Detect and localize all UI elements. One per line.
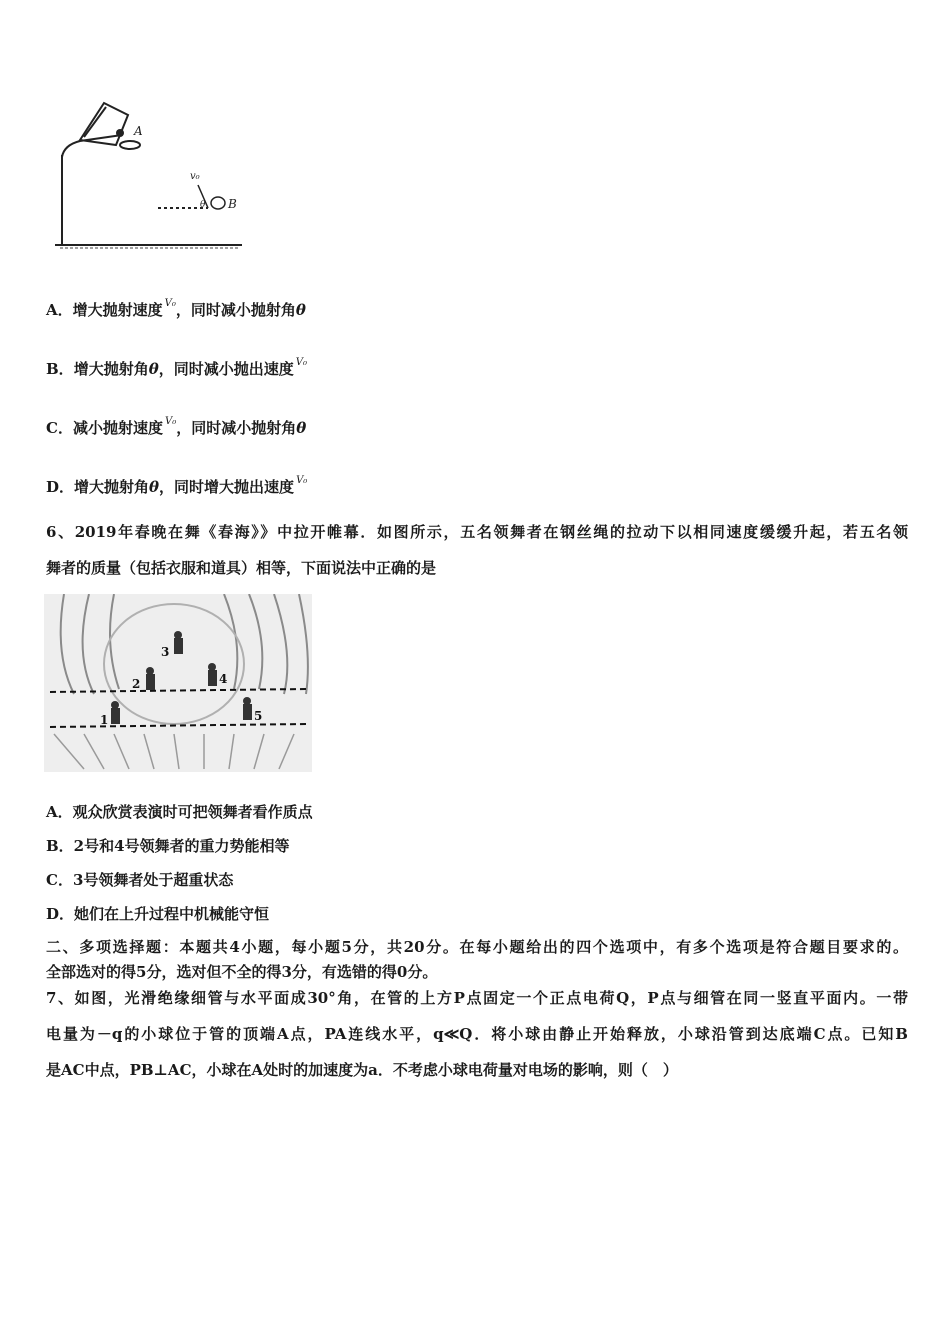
label-theta: θ (200, 200, 206, 210)
dancers-figure (44, 594, 312, 772)
ball-a (116, 129, 124, 137)
q6-option-c: C．3号领舞者处于超重状态 (46, 871, 234, 889)
q6-option-b: B．2号和4号领舞者的重力势能相等 (46, 837, 290, 855)
q5-option-b: B．增大抛射角θ，同时减小抛出速度 $^{V_0}$ (46, 357, 307, 378)
dancer-label-4: 4 (219, 672, 228, 686)
q5-option-a: A．增大抛射速度 $^{V_0}$，同时减小抛射角θ (46, 298, 306, 319)
label-v0: v₀ (190, 171, 200, 182)
dancer-label-5: 5 (254, 709, 263, 723)
q6-option-a: A．观众欣赏表演时可把领舞者看作质点 (46, 803, 313, 821)
section2-heading: 二、多项选择题：本题共4小题，每小题5分，共20分。在每小题给出的四个选项中，有多个选项是符合题目要求的。 全部选对的得5分，选对但不全的得3分，有选错的得0分。 (46, 938, 908, 981)
dancer-label-1: 1 (100, 713, 109, 727)
dancer-label-3: 3 (161, 645, 170, 659)
basketball-figure (50, 95, 250, 255)
q5-option-c: C．减小抛射速度 $^{V_0}$，同时减小抛射角θ (46, 416, 307, 437)
label-a: A (134, 124, 143, 138)
label-b: B (228, 197, 237, 211)
q6-stem: 6、2019年春晚在舞《春海》》中拉开帷幕．如图所示，五名领舞者在钢丝绳的拉动下以相同速度缓缓升起，若五名领 舞者的质量（包括衣服和道具）相等，下面说法中正确的是 (46, 523, 908, 577)
q7-stem: 7、如图，光滑绝缘细管与水平面成30°角，在管的上方P点固定一个正点电荷Q，P点与细管在同一竖直平面内。一带 电量为－q的小球位于管的顶端A点，PA连线水平，q≪Q．将小球由静止开始释放，小球沿管到达底端C点。已知B 是AC中点，PB⊥AC，小球在A处时的加速度为a．不考虑小球电荷量对电场的影响，则（ ） (46, 989, 908, 1079)
q6-option-d: D．她们在上升过程中机械能守恒 (46, 905, 270, 923)
q5-option-d: D．增大抛射角θ，同时增大抛出速度 $^{V_0}$ (46, 475, 308, 496)
dancer-label-2: 2 (132, 677, 141, 691)
